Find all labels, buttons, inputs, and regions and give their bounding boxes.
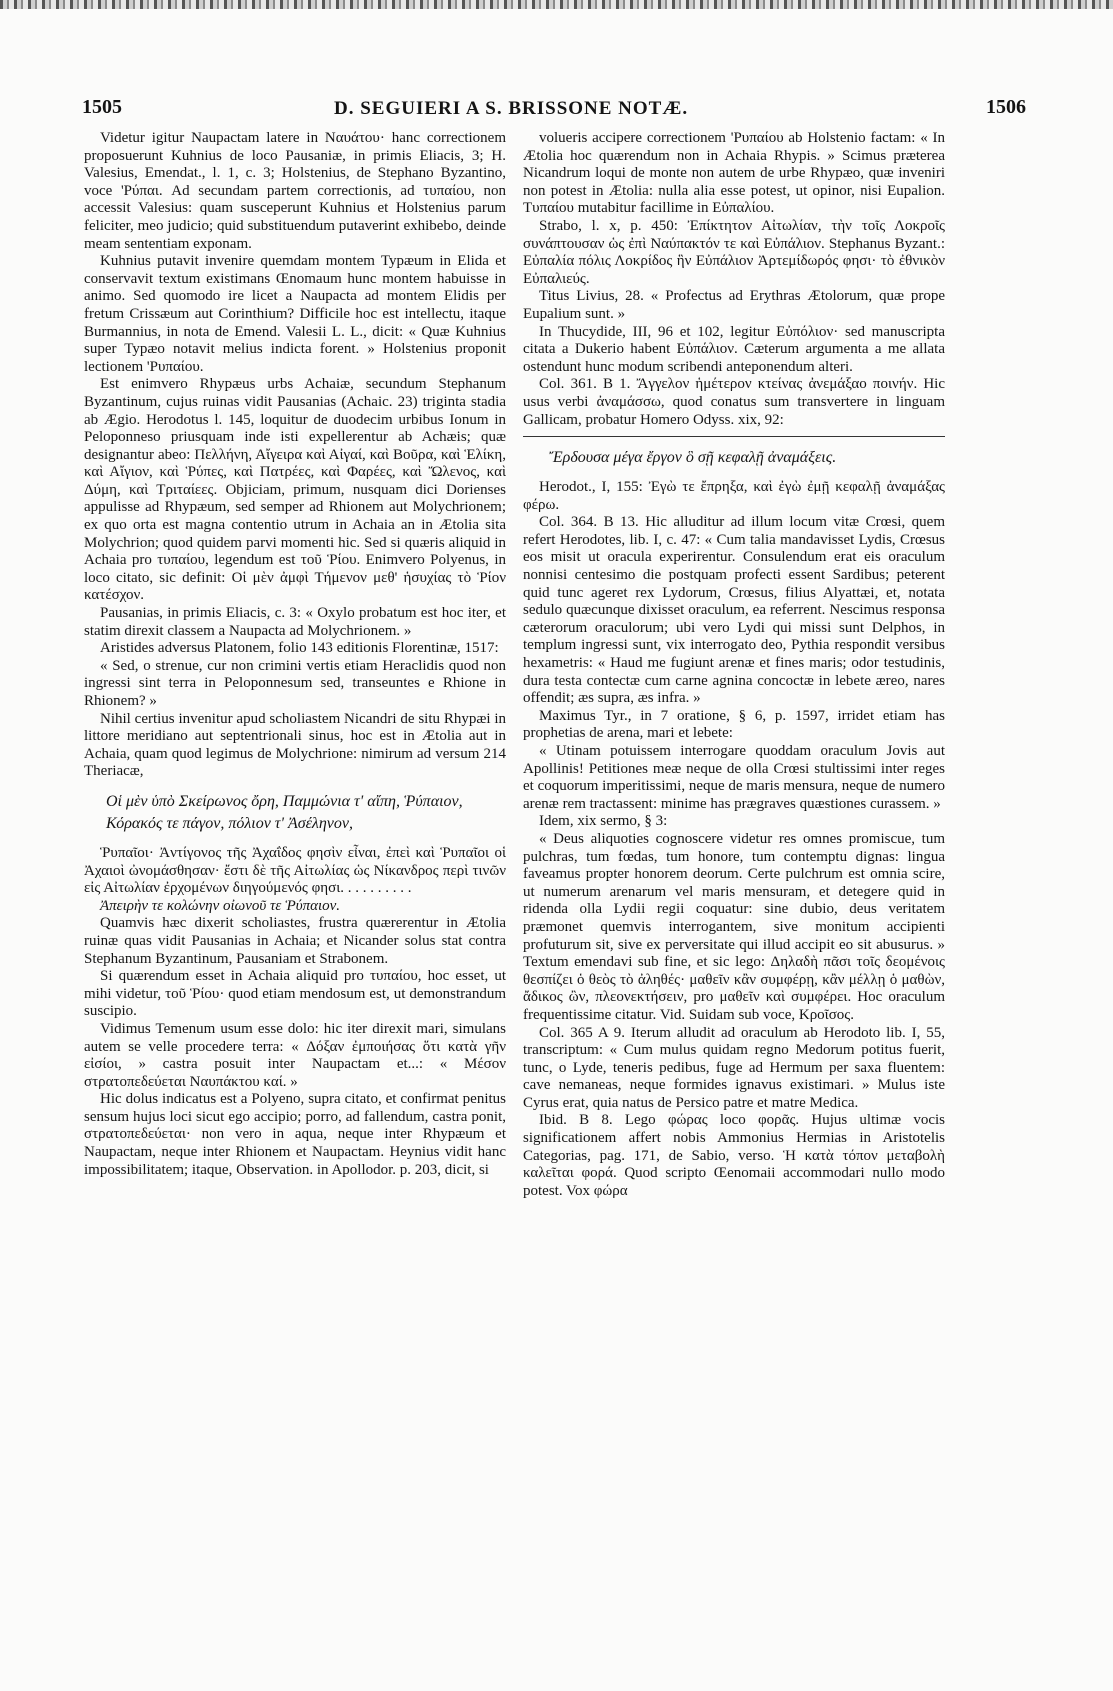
paragraph: Pausanias, in primis Eliacis, c. 3: « Oxylo probatum est hoc iter, et statim direxit classem a Naupacta ad Molychrionem. » [84, 605, 506, 639]
paragraph: Titus Livius, 28. « Profectus ad Erythras Ætolorum, quæ prope Eupalium sunt. » [523, 288, 945, 322]
page-number-left: 1505 [82, 96, 122, 118]
paragraph: « Deus aliquoties cognoscere videtur res omnes promiscue, tum pulchras, tum fœdas, tum honore, tum contemptu dignas: lingua faveamus propter honorem deorum. Certe pulchrum est omnia scire, ut numerum arenarum vel maris mensuram, et detegere quid in ridenda olla Lydii regii coquatur: sine dubio, deus veritatem præmonet quemvis interrogantem, sive monitum accipienti profuturum sit, sive ex perversitate qui illud accipit eo sit abusurus. » Textum emendavi sub fine, et sic lego: Δηλαδὴ πᾶσι τοῖς δεομένοις θεσπίζει ὁ θεὸς τὸ ἀληθές· μαθεῖν κἂν συμφέρῃ, κἂν μέλλῃ ὁ μαθὼν, ἄδικος ὢν, πλεονεκτήσειν, pro μαθεῖν καὶ συμφέρει. Hoc oraculum frequentissime citatur. Vid. Suidam sub voce, Κροῖσος. [523, 830, 945, 1023]
paragraph: Vidimus Temenum usum esse dolo: hic iter direxit mari, simulans autem se velle procedere terra: « Δόξαν ἐμποιήσας ὅτι κατὰ γῆν εἰσίοι, » castra posuit inter Naupactam et...: « Μέσον στρατοπεδεύεται Ναυπάκτου καί. » [84, 1020, 506, 1090]
scholion-paragraph: Ῥυπαῖοι· Ἀντίγονος τῆς Ἀχαΐδος φησὶν εἶναι, ἐπεὶ καὶ Ῥυπαῖοι οἱ Ἀχαιοὶ ὠνομάσθησαν· ἔστι δὲ τῆς Αἰτωλίας ὡς Νίκανδρος περὶ τινῶν εἰς Αἰτωλίαν ἐρχομένων διηγούμενός φησι. . . . . . . . . . [84, 844, 506, 897]
running-header [72, 96, 1032, 124]
right-column [523, 130, 945, 1200]
paragraph: Ibid. B 8. Lego φώρας loco φορᾶς. Hujus ultimæ vocis significationem affert nobis Ammonius Hermias in Aristotelis Categorias, pag. 171, de Sabio, verso. Ἡ κατὰ τόπον μεταβολὴ καλεῖται φορά. Quod scripto Œenomaii accommodari nullo modo potest. Vox φώρα [523, 1112, 945, 1199]
page-top-edge [0, 0, 1113, 9]
paragraph: Maximus Tyr., in 7 oratione, § 6, p. 1597, irridet etiam has prophetias de arena, mari et lebete: [523, 707, 945, 742]
greek-verse-quote: Ἔρδουσα μέγα ἔργον ὃ σῇ κεφαλῇ ἀναμάξεις. [549, 449, 837, 467]
paragraph: Aristides adversus Platonem, folio 143 editionis Florentinæ, 1517: [100, 640, 499, 657]
paragraph: Col. 364. B 13. Hic alluditur ad illum locum vitæ Crœsi, quem refert Herodotes, lib. I, c. 47: « Cum talia mandavisset Lydis, Crœsus eos misit ut oracula experirentur. Consulendum erat eis oraculum nonnisi centesimo die postquam profecti essent Sardibus; peterent quid tunc ageret rex Lydorum, Crœsus, filius Alyattæi, et, notata sedulo quæcunque dixisset oraculum, ea referrent. Nescimus responsa cæterorum oraculorum; ubi vero Lydi qui missi sunt Delphos, in templum ingressi sunt, vix interrogato deo, Pythia respondit versibus hexametris: « Haud me fugiunt arenæ et fines maris; odor testudinis, dura testa contectæ cum carne agnina concoctæ in lebete æreo, nares offendit; æs supra, æs infra. » [523, 514, 945, 707]
paragraph: Idem, xix sermo, § 3: [539, 813, 668, 830]
paragraph: Est enimvero Rhypæus urbs Achaiæ, secundum Stephanum Byzantinum, cujus ruinas vidit Pausanias (Achaic. 23) triginta stadia ab Ægio. Herodotus l. 145, loquitur de duodecim urbibus Ionum in Peloponneso priusquam inde isti expellerentur ab Achæis; quæ designantur abeo: Πελλήνη, Αἴγειρα καὶ Αἰγαί, καὶ Βοῦρα, καὶ Ἑλίκη, καὶ Αἴγιον, καὶ Ῥύπες, καὶ Πατρέες, καὶ Φαρέες, καὶ Ὤλενος, καὶ Δύμη, καὶ Τριταίεες. Objiciam, primum, nusquam dici Dorienses appulisse ad Rhypæum, sed semper ad Rhionem aut Molychrionem; ex quo orta est magna contentio utrum in Achaia an in Ætolia sita Molychrion; quod quidem parvi momenti hic. Sed si quæris aliquid in Achaia pro τυπαίου, legendum est τοῦ Ῥίου. Enimvero Polyenus, in loco citato, sic definit: Οἱ μὲν ἀμφὶ Τήμενον μεθ' ἡσυχίας τὸ Ῥίον κατέσχον. [84, 376, 506, 604]
paragraph: In Thucydide, III, 96 et 102, legitur Εὐπόλιον· sed manuscripta citata a Dukerio habent Εὐπάλιον. Cæterum argumenta a me allata ostendunt hunc modum scribendi anteponendum alteri. [523, 323, 945, 375]
paragraph: Quamvis hæc dixerit scholiastes, frustra quærerentur in Ætolia ruinæ quas vidit Pausanias in Achaia; et Nicander solus stat contra Stephanum Byzantinum, Pausaniam et Strabonem. [84, 915, 506, 967]
paragraph: Nihil certius invenitur apud scholiastem Nicandri de situ Rhypæi in littore meridiano aut septentrionali sinus, hoc est in Ætolia aut in Achaia, quam quod legimus de Molychrione: nimirum ad versum 214 Theriacæ, [84, 710, 506, 780]
paragraph: « Utinam potuissem interrogare quoddam oraculum Jovis aut Apollinis! Petitiones meæ neque de olla Crœsi stultissimi inter reges et coquorum imperitissimi, neque de maris mensura, neque de numero arenæ rem tractassent: minime has prægraves quæstiones curassem. » [523, 743, 945, 812]
paragraph: Col. 361. B 1. Ἄγγελον ἡμέτερον κτείνας ἀνεμάξαο ποινήν. Hic usus verbi ἀναμάσσω, quod conatus sum transvertere in linguam Gallicam, probatur Homero Odyss. xix, 92: [523, 376, 945, 428]
paragraph: Hic dolus indicatus est a Polyeno, supra citato, et confirmat penitus sensum hujus loci sicut ego accipio; porro, ad fallendum, castra ponit, στρατοπεδεύεται· non vero in aqua, neque inter Rhypæum et Naupactam, neque inter Rhionem et Naupactam. Heynius vidit hanc impossibilitatem; itaque, Observation. in Apollodor. p. 203, dicit, si [84, 1091, 506, 1178]
paragraph: Kuhnius putavit invenire quemdam montem Typæum in Elida et conservavit textum existimans Œnomaum hunc montem habuisse in animo. Sed quomodo ire licet a Naupacta ad montem Elidis per fretum Crissæum aut Corinthium? Difficile hoc est intellectu, itaque Burmannius, in nota de Emend. Valesii L. L., dicit: « Quæ Kuhnius super Typæo notavit melius indicta forent. » Holstenius proponit lectionem 'Ρυπαίου. [84, 253, 506, 375]
paragraph: Col. 365 A 9. Iterum alludit ad oraculum ab Herodoto lib. I, 55, transcriptum: « Cum mulus quidam regno Medorum potitus fuerit, tunc, o Lyde, teneris pedibus, fuge ad Hermum per saxa fluentem: cave nemaneas, neque formides ignavus existimari. » Mulus iste Cyrus erat, quia natus de Persico patre et matre Medica. [523, 1024, 945, 1111]
left-column [84, 130, 506, 1179]
page-number-right: 1506 [986, 96, 1026, 118]
divider-rule [523, 436, 945, 437]
greek-verse-line: Ἀπειρὴν τε κολώνην οἰωνοῦ τε Ῥύπαιον. [100, 897, 341, 914]
greek-verse-quote: Οἱ μὲν ὑπὸ Σκείρωνος ὄρη, Παμμώνια τ' αἴπη, Ῥύπαιον, Κόρακός τε πάγον, πόλιον τ' Ἀσέληνον, [106, 792, 463, 832]
running-title: D. SEGUIERI A S. BRISSONE NOTÆ. [334, 98, 689, 119]
paragraph: volueris accipere correctionem 'Ρυπαίου ab Holstenio factam: « In Ætolia hoc quærendum non in Achaia Rhypis. » Scimus præterea Nicandrum loqui de monte non autem de urbe Rhypæo, quæ inveniri non potest in Ætolia: nulla alia esse potest, ut opinor, nisi Eupalion. Τυπαίου mutabitur facillime in Εὐπαλίου. [523, 130, 945, 217]
paragraph: Herodot., I, 155: Ἐγὼ τε ἔπρηξα, καὶ ἐγὼ ἐμῇ κεφαλῇ ἀναμάξας φέρω. [523, 479, 945, 513]
paragraph: « Sed, o strenue, cur non crimini vertis etiam Heraclidis quod non ingressi sint terra in Peloponnesum sed, transeuntes e Rhione in Rhionem? » [84, 657, 506, 709]
paragraph: Si quærendum esset in Achaia aliquid pro τυπαίου, hoc esset, ut mihi videtur, τοῦ Ῥίου· quod etiam mendosum est, ut demonstrandum suscipio. [84, 968, 506, 1020]
paragraph: Videtur igitur Naupactam latere in Ναυάτου· hanc correctionem proposuerunt Kuhnius de loco Pausaniæ, in primis Eliacis, 3; H. Valesius, Emendat., l. 1, c. 3; Holstenius, de Stephano Byzantino, voce 'Ρύπαι. Ad secundam partem correctionis, ad τυπαίου, non accessit Valesius: quam susceperunt Kuhnius et Holstenius parum feliciter, meo judicio; quid substituendum putaverint exhibebo, deinde meam sententiam exponam. [84, 130, 506, 252]
paragraph: Strabo, l. x, p. 450: Ἐπίκτητον Αἰτωλίαν, τὴν τοῖς Λοκροῖς συνάπτουσαν ὡς ἐπὶ Ναύπακτόν τε καὶ Εὐπάλιον. Stephanus Byzant.: Εὐπαλία πόλις Λοκρίδος ἣν Εὐπάλιον Ἀρτεμίδωρός φησι· τὸ ἐθνικὸν Εὐπαλιεύς. [523, 217, 945, 287]
